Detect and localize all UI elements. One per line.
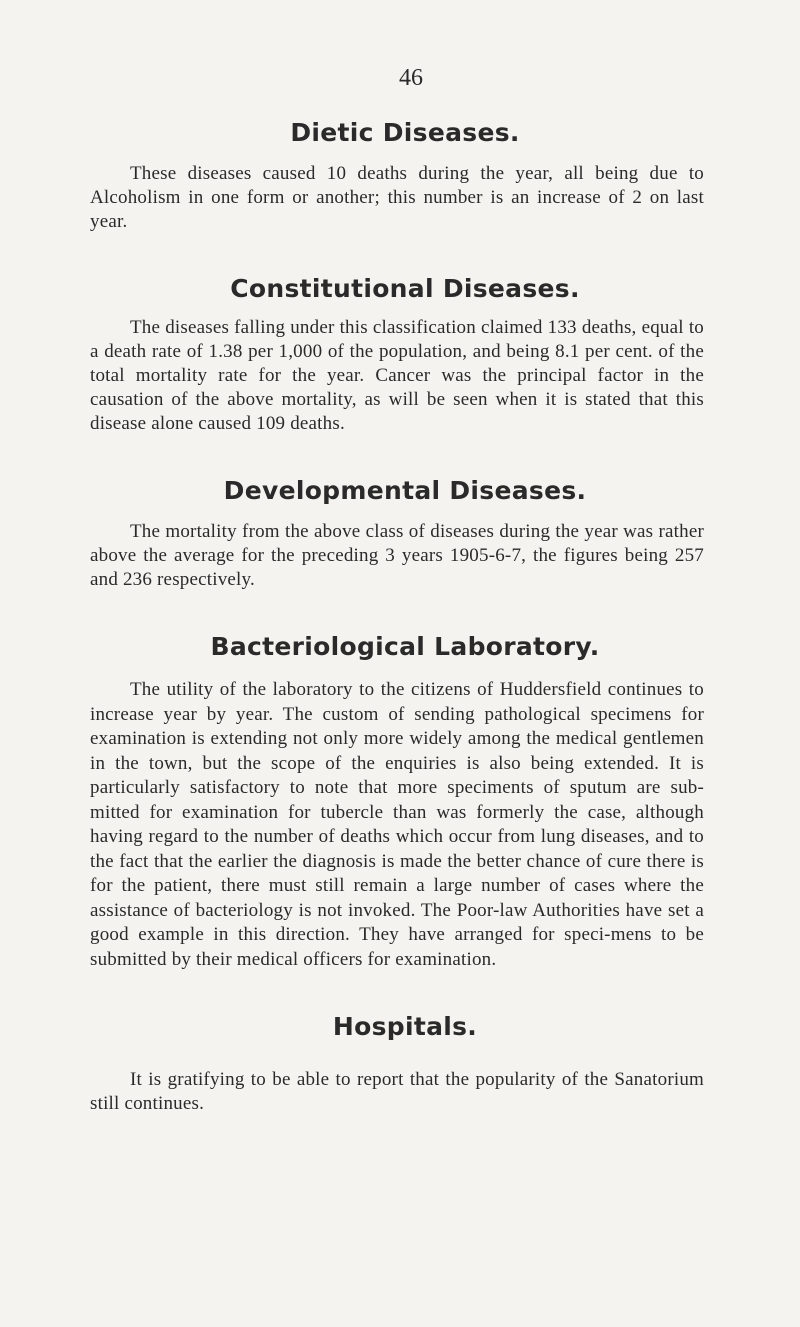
section-paragraph: The mortality from the above class of diseases during the year was rather above the average for the preceding 3 years 1905-6-7, the figures being 257 and 236 respectively. — [90, 521, 704, 590]
section-paragraph: The diseases falling under this classification claimed 133 deaths, equal to a death rate of 1.38 per 1,000 of the population, and being 8.1 per cent. of the total mortality rate for the year. Cancer was the principal factor in the causation of the above mortality, as will be seen when it is stated that this disease alone caused 109 deaths. — [90, 317, 704, 434]
section-heading: Constitutional Diseases. — [230, 274, 580, 303]
section-bacteriological-laboratory — [90, 632, 704, 972]
section-heading: Hospitals. — [332, 1012, 478, 1041]
page-number: 46 — [399, 65, 423, 91]
section-constitutional-diseases — [90, 274, 704, 436]
section-hospitals — [90, 1012, 704, 1116]
section-developmental-diseases — [90, 476, 704, 592]
section-paragraph: These diseases caused 10 deaths during the year, all being due to Alcoholism in one form or another; this number is an increase of 2 on last year. — [90, 163, 704, 232]
section-dietic-diseases — [90, 118, 704, 234]
section-paragraph: The utility of the laboratory to the citizens of Huddersfield continues to increase year by year. The custom of sending pathological specimens for examination is extending not only more widely among the medical gentlemen in the town, but the scope of the enquiries is also being extended. It is particularly satisfactory to note that more speciments of sputum are sub-mitted for examination for tubercle than was formerly the case, although having regard to the number of deaths which occur from lung diseases, and to the fact that the earlier the diagnosis is made the better chance of cure there is for the patient, there must still remain a large number of cases where the assistance of bacteriology is not invoked. The Poor-law Authorities have set a good example in this direction. They have arranged for speci-mens to be submitted by their medical officers for examination. — [90, 679, 704, 970]
section-heading: Bacteriological Laboratory. — [210, 632, 600, 661]
section-heading: Dietic Diseases. — [290, 118, 520, 147]
section-heading: Developmental Diseases. — [223, 476, 587, 505]
section-paragraph: It is gratifying to be able to report that the popularity of the Sanatorium still continues. — [90, 1069, 704, 1114]
